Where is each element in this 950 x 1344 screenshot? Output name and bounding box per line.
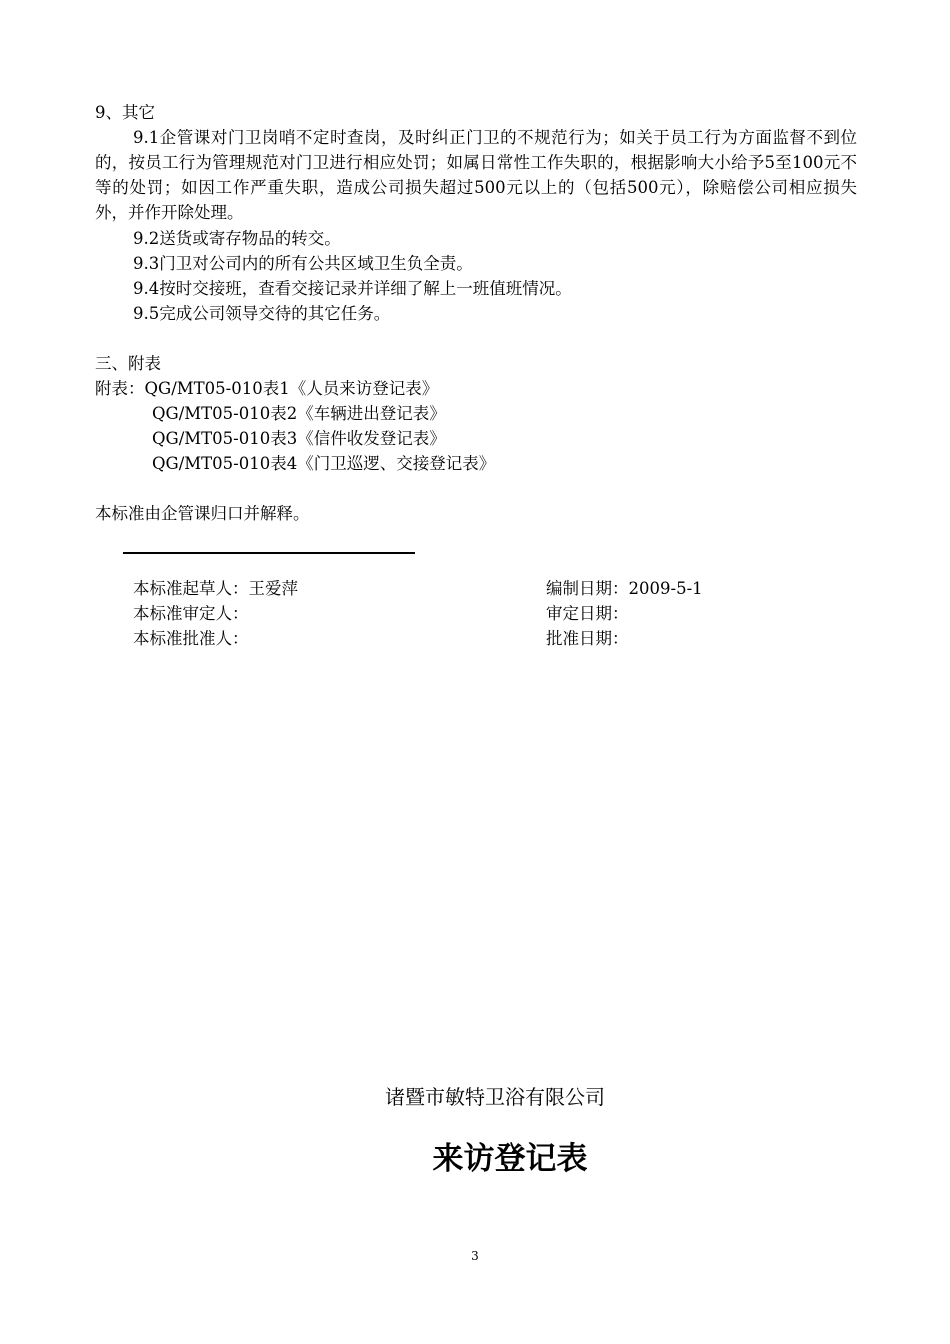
section-9-heading: 9、其它 — [95, 103, 155, 122]
review-date: 审定日期： — [546, 604, 629, 623]
paragraph-9-4: 9.4按时交接班，查看交接记录并详细了解上一班值班情况。 — [133, 279, 572, 298]
signature-divider — [123, 552, 415, 554]
appendix-heading: 三、附表 — [95, 354, 161, 373]
appendix-item: QG/MT05-010表2《车辆进出登记表》 — [152, 404, 446, 423]
page-number: 3 — [471, 1249, 479, 1263]
approve-date: 批准日期： — [546, 629, 629, 648]
compile-date: 编制日期：2009-5-1 — [546, 579, 703, 598]
paragraph-9-1: 9.1企管课对门卫岗哨不定时查岗，及时纠正门卫的不规范行为；如关于员工行为方面监督不到位的，按员工行为管理规范对门卫进行相应处罚；如属日常性工作失职的，根据影响大小给予5至100元不等的处罚；如因工作严重失职，造成公司损失超过500元以上的（包括500元），除赔偿公司相应损失外，并作开除处理。 — [95, 128, 857, 222]
approver-line: 本标准批准人： — [133, 629, 249, 648]
drafter-line: 本标准起草人：王爱萍 — [133, 579, 298, 598]
form-title: 来访登记表 — [432, 1141, 588, 1177]
paragraph-9-3: 9.3门卫对公司内的所有公共区域卫生负全责。 — [133, 254, 473, 273]
appendix-item: 附表：QG/MT05-010表1《人员来访登记表》 — [95, 379, 439, 398]
reviewer-line: 本标准审定人： — [133, 604, 249, 623]
paragraph-9-5: 9.5完成公司领导交待的其它任务。 — [133, 304, 391, 323]
appendix-item: QG/MT05-010表4《门卫巡逻、交接登记表》 — [152, 454, 496, 473]
company-name: 诸暨市敏特卫浴有限公司 — [385, 1085, 605, 1109]
appendix-item: QG/MT05-010表3《信件收发登记表》 — [152, 429, 446, 448]
statement: 本标准由企管课归口并解释。 — [95, 504, 310, 523]
paragraph-9-2: 9.2送货或寄存物品的转交。 — [133, 229, 341, 248]
